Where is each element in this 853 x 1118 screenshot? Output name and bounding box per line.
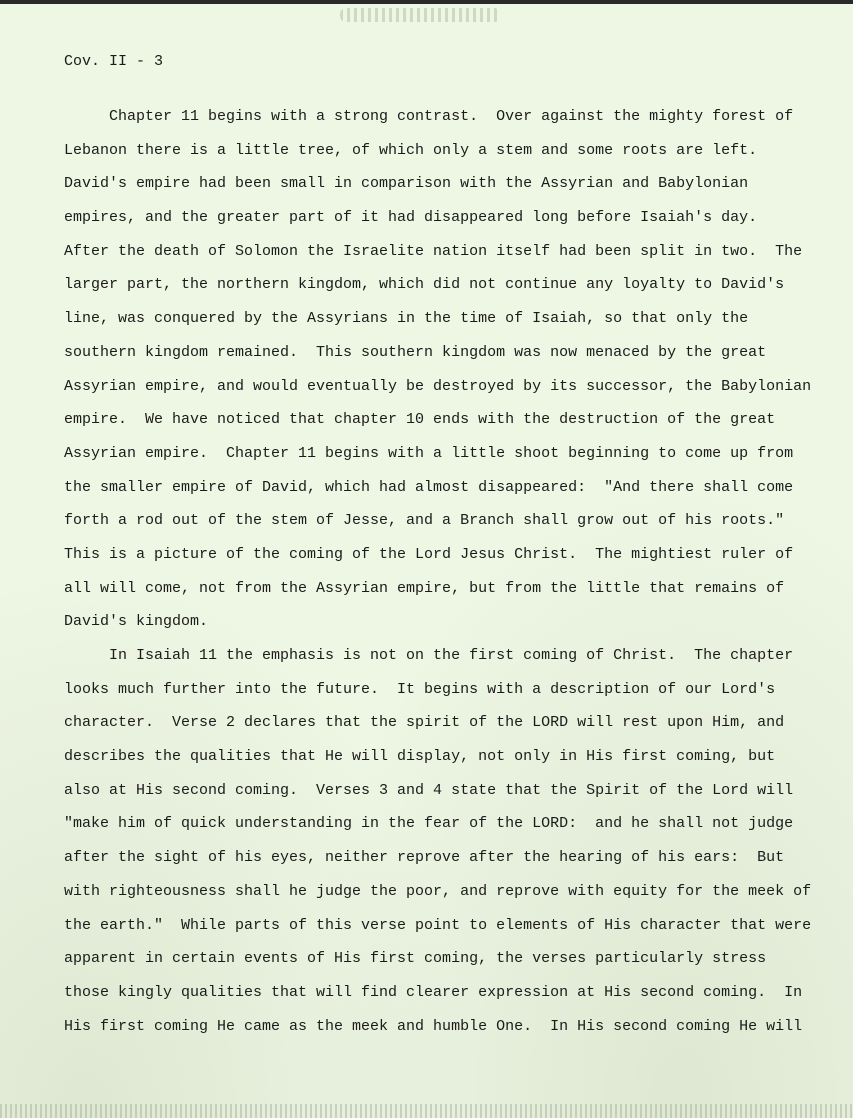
text-line: Assyrian empire. Chapter 11 begins with a little shoot beginning to come up from (64, 444, 794, 462)
text-line: with righteousness shall he judge the poor, and reprove with equity for the meek of (64, 882, 812, 900)
page-reference: Cov. II - 3 (64, 53, 164, 70)
text-line: all will come, not from the Assyrian empire, but from the little that remains of (64, 579, 785, 597)
text-line: "make him of quick understanding in the fear of the LORD: and he shall not judge (64, 815, 794, 833)
text-line: line, was conquered by the Assyrians in the time of Isaiah, so that only the (64, 310, 749, 328)
text-line: after the sight of his eyes, neither reprove after the hearing of his ears: But (64, 849, 785, 867)
text-line: David's empire had been small in comparison with the Assyrian and Babylonian (64, 175, 749, 193)
text-line: empires, and the greater part of it had disappeared long before Isaiah's day. (64, 209, 758, 227)
text-line: This is a picture of the coming of the Lord Jesus Christ. The mightiest ruler of (64, 545, 794, 563)
text-line: describes the qualities that He will display, not only in His first coming, but (64, 748, 776, 766)
scan-smudge (340, 8, 500, 22)
text-line: larger part, the northern kingdom, which did not continue any loyalty to David's (64, 276, 785, 294)
typed-page (64, 48, 824, 1043)
text-line: the earth." While parts of this verse point to elements of His character that were (64, 916, 812, 934)
text-line: southern kingdom remained. This southern kingdom was now menaced by the great (64, 343, 767, 361)
text-line: looks much further into the future. It begins with a description of our Lord's (64, 680, 776, 698)
text-line: empire. We have noticed that chapter 10 ends with the destruction of the great (64, 411, 776, 429)
text-line: the smaller empire of David, which had almost disappeared: "And there shall come (64, 478, 794, 496)
text-line: those kingly qualities that will find clearer expression at His second coming. In (64, 983, 803, 1001)
scan-top-edge (0, 0, 853, 4)
text-line: also at His second coming. Verses 3 and 4 state that the Spirit of the Lord will (64, 781, 794, 799)
scan-bottom-edge (0, 1104, 853, 1118)
text-line: forth a rod out of the stem of Jesse, and a Branch shall grow out of his roots." (64, 512, 785, 530)
text-line: After the death of Solomon the Israelite nation itself had been split in two. The (64, 242, 803, 260)
body-text (64, 100, 824, 1043)
text-line: Lebanon there is a little tree, of which only a stem and some roots are left. (64, 141, 758, 159)
text-line: apparent in certain events of His first coming, the verses particularly stress (64, 950, 767, 968)
text-line: Chapter 11 begins with a strong contrast. Over against the mighty forest of (64, 108, 794, 125)
text-line: His first coming He came as the meek and humble One. In His second coming He will (64, 1017, 803, 1035)
text-line: Assyrian empire, and would eventually be destroyed by its successor, the Babylonian (64, 377, 812, 395)
text-line: character. Verse 2 declares that the spirit of the LORD will rest upon Him, and (64, 714, 785, 732)
text-line: David's kingdom. (64, 613, 209, 631)
text-line: In Isaiah 11 the emphasis is not on the first coming of Christ. The chapter (64, 647, 794, 664)
